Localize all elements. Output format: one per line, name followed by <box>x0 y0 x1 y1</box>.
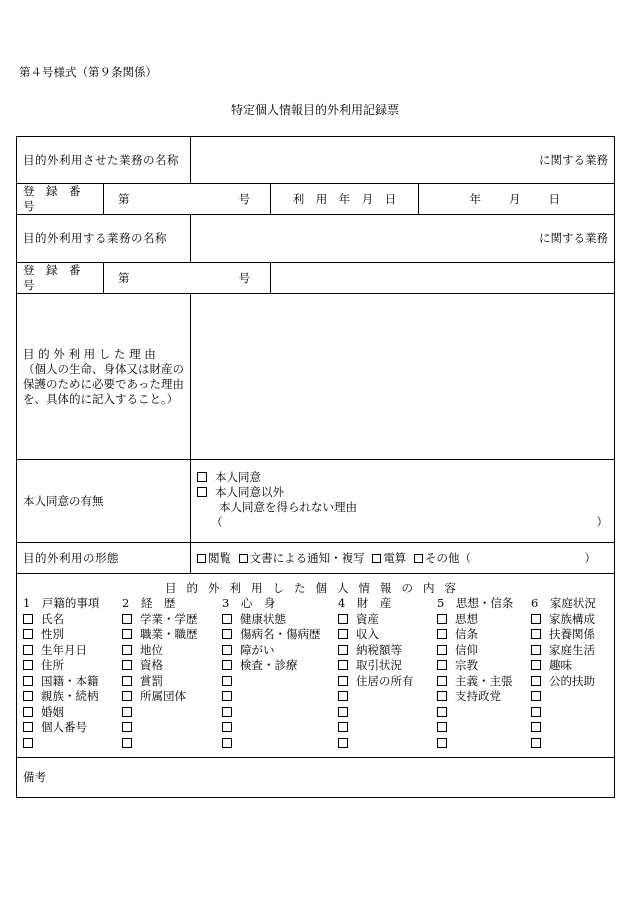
checkbox-icon[interactable] <box>197 487 207 497</box>
category-item-label: 信仰 <box>455 642 478 657</box>
category-item[interactable] <box>338 674 414 690</box>
checkbox-icon[interactable] <box>338 691 348 701</box>
category-heading: 1 戸籍的事項 <box>23 596 100 610</box>
checkbox-icon[interactable] <box>338 614 348 624</box>
checkbox-icon[interactable] <box>23 645 33 655</box>
category-item-label: 障がい <box>240 642 275 657</box>
category-heading: 6 家庭状況 <box>531 596 596 610</box>
category-item-label: 家庭生活 <box>549 642 595 657</box>
category-item[interactable] <box>531 627 596 643</box>
checkbox-icon[interactable] <box>338 722 348 732</box>
category-item[interactable] <box>531 674 596 690</box>
date-year: 年 <box>469 191 482 206</box>
category-item-label: 支持政党 <box>455 689 501 703</box>
category-item-label: 主義・主張 <box>455 673 513 688</box>
category-item[interactable] <box>222 720 321 736</box>
personal-info-contents <box>17 574 615 758</box>
category-item[interactable] <box>437 705 513 721</box>
category-column <box>23 596 99 751</box>
category-item-label: 資格 <box>140 658 163 672</box>
checkbox-icon[interactable] <box>222 722 232 732</box>
category-item[interactable] <box>23 658 99 674</box>
reason-label <box>17 294 191 460</box>
category-heading: 3 心 身 <box>222 596 276 610</box>
checkbox-icon[interactable] <box>222 614 232 624</box>
checkbox-icon[interactable] <box>222 645 232 655</box>
checkbox-icon[interactable] <box>531 707 541 717</box>
checkbox-icon[interactable] <box>437 614 447 624</box>
category-item-label: 住所 <box>41 658 64 672</box>
category-item-label: 賞罰 <box>140 673 163 688</box>
checkbox-icon[interactable] <box>338 629 348 639</box>
category-item[interactable] <box>122 736 198 752</box>
remarks-label: 備考 <box>23 770 46 784</box>
category-item-label: 公的扶助 <box>549 673 595 688</box>
checkbox-icon[interactable] <box>437 676 447 686</box>
reg-number-label-2: 登 録 番 号 <box>17 263 104 294</box>
category-item-label: 思想 <box>455 611 478 626</box>
checkbox-icon[interactable] <box>222 676 232 686</box>
category-item[interactable] <box>437 627 513 643</box>
category-column <box>531 596 596 751</box>
category-item[interactable] <box>338 689 414 705</box>
category-item[interactable] <box>531 658 596 674</box>
consent-reason-label: 本人同意を得られない理由 <box>219 500 357 514</box>
checkbox-icon[interactable] <box>437 629 447 639</box>
date-day: 日 <box>548 191 561 206</box>
category-item[interactable] <box>222 612 321 628</box>
checkbox-icon[interactable] <box>531 691 541 701</box>
reg-suffix: 号 <box>238 191 250 206</box>
category-item[interactable] <box>122 720 198 736</box>
checkbox-icon[interactable] <box>197 472 207 482</box>
checkbox-icon[interactable] <box>23 660 33 670</box>
checkbox-icon[interactable] <box>338 676 348 686</box>
category-item[interactable] <box>222 705 321 721</box>
category-item[interactable] <box>338 736 414 752</box>
category-item[interactable] <box>437 612 513 628</box>
category-item[interactable] <box>222 643 321 659</box>
form-option-document[interactable]: 文書による通知・複写 <box>239 551 367 565</box>
record-form-table <box>16 136 615 798</box>
checkbox-icon[interactable] <box>197 554 206 563</box>
consent-label: 本人同意の有無 <box>17 460 191 543</box>
checkbox-icon[interactable] <box>122 707 132 717</box>
category-item[interactable] <box>23 643 99 659</box>
checkbox-icon[interactable] <box>437 645 447 655</box>
category-item[interactable] <box>437 674 513 690</box>
category-item[interactable] <box>338 627 414 643</box>
checkbox-icon[interactable] <box>23 629 33 639</box>
category-item[interactable] <box>122 643 198 659</box>
checkbox-icon[interactable] <box>222 660 232 670</box>
checkbox-icon[interactable] <box>122 676 132 686</box>
category-item[interactable] <box>122 705 198 721</box>
category-item[interactable] <box>122 689 198 705</box>
category-item-label: 学業・学歴 <box>140 611 198 626</box>
category-item-label: 取引状況 <box>356 658 402 672</box>
checkbox-icon[interactable] <box>338 738 348 748</box>
category-item[interactable] <box>338 643 414 659</box>
category-item[interactable] <box>222 689 321 705</box>
reason-field[interactable] <box>191 294 615 460</box>
checkbox-icon[interactable] <box>222 691 232 701</box>
category-item[interactable] <box>23 736 99 752</box>
checkbox-icon[interactable] <box>531 614 541 624</box>
reason-label-title: 目 的 外 利 用 し た 理 由 <box>23 346 156 361</box>
category-item[interactable] <box>23 627 99 643</box>
checkbox-icon[interactable] <box>372 554 381 563</box>
checkbox-icon[interactable] <box>23 614 33 624</box>
checkbox-icon[interactable] <box>437 691 447 701</box>
category-item[interactable] <box>122 658 198 674</box>
contents-title: 目的外利用した個人情報の内容 <box>165 581 466 595</box>
category-item[interactable] <box>338 612 414 628</box>
business-name-field[interactable] <box>191 137 615 184</box>
category-item[interactable] <box>338 705 414 721</box>
category-item[interactable] <box>531 720 596 736</box>
category-item[interactable] <box>122 674 198 690</box>
category-item[interactable] <box>23 612 99 628</box>
category-heading: 4 財 産 <box>338 596 392 610</box>
checkbox-icon[interactable] <box>531 629 541 639</box>
category-heading: 5 思想・信条 <box>437 596 514 610</box>
category-item[interactable] <box>23 705 99 721</box>
reason-label-detail: （個人の生命、身体又は財産の保護のために必要であった理由を、具体的に記入すること。） <box>23 361 184 406</box>
category-item[interactable] <box>531 643 596 659</box>
consent-options <box>191 460 615 543</box>
checkbox-icon[interactable] <box>23 707 33 717</box>
category-item-label: 所属団体 <box>140 689 186 703</box>
checkbox-icon[interactable] <box>338 645 348 655</box>
checkbox-icon[interactable] <box>23 691 33 701</box>
remarks-field[interactable] <box>17 758 615 798</box>
category-item[interactable] <box>338 658 414 674</box>
checkbox-icon[interactable] <box>437 707 447 717</box>
category-item[interactable] <box>122 627 198 643</box>
checkbox-icon[interactable] <box>437 660 447 670</box>
reg-prefix-2: 第 <box>118 270 130 285</box>
reg-number-label: 登 録 番 号 <box>17 184 104 215</box>
reg-suffix-2: 号 <box>238 270 250 285</box>
category-item[interactable] <box>222 658 321 674</box>
category-item[interactable] <box>531 612 596 628</box>
category-item-label: 職業・職歴 <box>140 627 198 641</box>
category-item[interactable] <box>338 720 414 736</box>
category-item-label: 住居の所有 <box>356 673 414 688</box>
checkbox-icon[interactable] <box>531 738 541 748</box>
checkbox-icon[interactable] <box>122 645 132 655</box>
form-option-computer[interactable]: 電算 <box>372 551 408 565</box>
checkbox-icon[interactable] <box>122 691 132 701</box>
checkbox-icon[interactable] <box>531 645 541 655</box>
checkbox-icon[interactable] <box>437 738 447 748</box>
checkbox-icon[interactable] <box>338 660 348 670</box>
category-item-label: 検査・診療 <box>240 658 298 672</box>
category-item[interactable] <box>531 705 596 721</box>
consent-option-other[interactable]: 本人同意以外 <box>197 485 608 500</box>
checkbox-icon[interactable] <box>122 660 132 670</box>
category-item-label: 生年月日 <box>41 642 87 657</box>
category-item[interactable] <box>222 674 321 690</box>
form-other-close-paren: ） <box>584 550 597 565</box>
use-date-label: 利 用 年 月 日 <box>271 184 419 215</box>
checkbox-icon[interactable] <box>222 707 232 717</box>
date-month: 月 <box>509 191 521 206</box>
business-suffix: に関する業務 <box>539 152 609 167</box>
checkbox-icon[interactable] <box>23 676 33 686</box>
category-item-label: 趣味 <box>549 658 572 672</box>
using-business-field[interactable] <box>191 215 615 263</box>
checkbox-icon[interactable] <box>531 722 541 732</box>
category-item-label: 資産 <box>356 611 379 626</box>
category-item-label: 納税額等 <box>356 642 402 657</box>
category-item[interactable] <box>23 674 99 690</box>
category-item-label: 健康状態 <box>240 611 286 626</box>
consent-option-agree[interactable]: 本人同意 <box>197 470 608 485</box>
category-item[interactable] <box>122 612 198 628</box>
category-item[interactable] <box>222 736 321 752</box>
category-item[interactable] <box>437 720 513 736</box>
category-column <box>222 596 321 751</box>
checkbox-icon[interactable] <box>122 722 132 732</box>
category-item-label: 親族・続柄 <box>41 689 99 703</box>
category-item[interactable] <box>23 689 99 705</box>
category-item[interactable] <box>437 643 513 659</box>
category-item-label: 地位 <box>140 642 163 657</box>
checkbox-icon[interactable] <box>23 722 33 732</box>
use-date-field[interactable] <box>419 184 615 215</box>
using-business-suffix: に関する業務 <box>539 231 609 245</box>
category-grid <box>23 596 608 752</box>
checkbox-icon[interactable] <box>222 629 232 639</box>
category-item-label: 家族構成 <box>549 611 595 626</box>
consent-reason-field[interactable]: （ ） <box>211 515 609 529</box>
category-column <box>437 596 513 751</box>
form-number: 第４号様式（第９条関係） <box>19 65 157 79</box>
checkbox-icon[interactable] <box>437 722 447 732</box>
category-item[interactable] <box>222 627 321 643</box>
checkbox-icon[interactable] <box>531 676 541 686</box>
checkbox-icon[interactable] <box>122 629 132 639</box>
category-item[interactable] <box>531 689 596 705</box>
category-item-label: 収入 <box>356 627 379 641</box>
category-heading: 2 経 歴 <box>122 596 176 610</box>
checkbox-icon[interactable] <box>338 707 348 717</box>
category-column <box>338 596 414 751</box>
category-item-label: 傷病名・傷病歴 <box>240 627 321 641</box>
category-item-label: 扶養関係 <box>549 627 595 641</box>
checkbox-icon[interactable] <box>122 614 132 624</box>
category-item[interactable] <box>437 689 513 705</box>
category-column <box>122 596 198 751</box>
form-option-view[interactable]: 閲覧 <box>197 551 233 565</box>
form-option-other[interactable]: その他（ <box>414 551 473 565</box>
reg-number-blank <box>271 263 615 294</box>
category-item[interactable] <box>437 736 513 752</box>
category-item[interactable] <box>23 720 99 736</box>
business-name-label: 目的外利用させた業務の名称 <box>17 137 191 184</box>
using-business-label: 目的外利用する業務の名称 <box>17 215 191 263</box>
category-item-label: 性別 <box>41 627 64 641</box>
category-item-label: 婚姻 <box>41 704 64 719</box>
form-title: 特定個人情報目的外利用記録票 <box>230 103 399 117</box>
reg-prefix: 第 <box>118 191 130 206</box>
category-item-label: 氏名 <box>41 611 64 626</box>
category-item[interactable] <box>437 658 513 674</box>
category-item-label: 国籍・本籍 <box>41 673 99 688</box>
usage-form-options <box>191 543 615 574</box>
category-item-label: 宗教 <box>455 658 478 672</box>
checkbox-icon[interactable] <box>239 554 248 563</box>
checkbox-icon[interactable] <box>222 738 232 748</box>
checkbox-icon[interactable] <box>23 738 33 748</box>
category-item-label: 信条 <box>455 627 478 641</box>
checkbox-icon[interactable] <box>414 554 423 563</box>
checkbox-icon[interactable] <box>531 660 541 670</box>
reg-number-field-2[interactable] <box>104 263 271 294</box>
category-item[interactable] <box>531 736 596 752</box>
usage-form-label: 目的外利用の形態 <box>17 543 191 574</box>
category-item-label: 個人番号 <box>41 720 87 734</box>
reg-number-field[interactable] <box>104 184 271 215</box>
checkbox-icon[interactable] <box>122 738 132 748</box>
